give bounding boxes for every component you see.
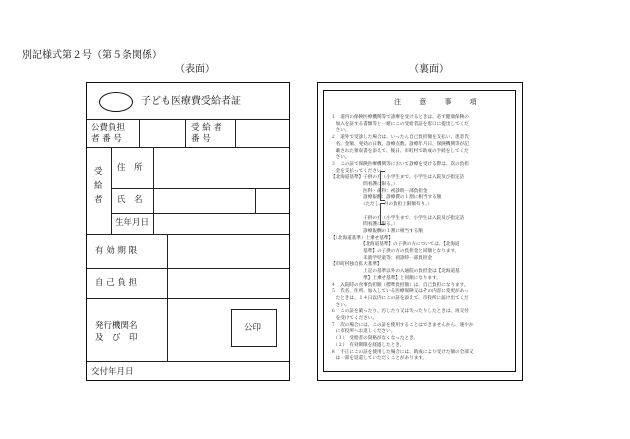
note-line: 問看護に限る。） — [331, 222, 398, 228]
note-line: を受けてください。 — [331, 316, 377, 321]
col-divider — [111, 147, 112, 234]
note-line: １ 道内の保険医療機関等で診療を受けるときは、必ず健康保険の — [331, 115, 469, 120]
note-line: 【市町村独自拡大基準】 — [331, 262, 382, 268]
issuer-label: 発行機関名 及 び 印 — [95, 321, 138, 343]
note-line: ７ 次の場合には、この証を使用することはできませんから、速やか — [331, 322, 474, 328]
note-line: ２ 道外で受診した場合は、いったん自己負担額を支払い、患者氏 — [331, 135, 469, 141]
note-line: （２） 有効期限を経過したとき。 — [331, 342, 405, 348]
note-line: 診療報酬：診療費の１割に相当する額 — [331, 195, 442, 201]
note-line: 【北海道基準】の子供の方については、【北海道 — [331, 242, 460, 248]
note-line: 金を支払ってください。 — [331, 168, 387, 174]
note-line: 載された領収書を添えて、後日、市町村で助成の手続をしてくだ — [331, 148, 469, 154]
copay-label: 自 己 負 担 — [95, 278, 138, 288]
row-divider — [111, 213, 289, 214]
note-line: 子供の方（小学生まで、小学生は入院及び指定訪 — [331, 215, 465, 221]
note-line: さい。 — [331, 155, 350, 161]
note-line: 問看護に限る。） — [331, 182, 398, 187]
note-line: 上記の基準以外の入通院の負担金は【北海道基 — [331, 269, 460, 275]
note-line: ４ 入院時の食事負担額（標準負担額）は、自己負担になります。 — [331, 282, 469, 288]
insurer-number-label: 公費負担 者 番 号 — [91, 123, 126, 144]
note-line: ８ 不正にこの証を使用した場合には、助成により受けた額の全部又 — [331, 349, 474, 355]
note-line: 診療報酬の１割に相当する額 — [331, 228, 423, 234]
note-line: 【（北海道基準）上乗せ基準】 — [331, 235, 394, 241]
front-side-label: （表面） — [175, 64, 215, 75]
birthdate-label: 生年月日 — [115, 218, 150, 228]
col-divider — [167, 234, 168, 361]
note-line: 名、金額、発効の日数、診療点数、診療年月日、保険機関等が記 — [331, 141, 469, 147]
note-line: たときは、１４日以内にこの証を添えて、市役所に届け出てくだ — [331, 295, 469, 301]
note-line: ５ 氏名、住所、加入している医療保険又はその内容に変更があっ — [331, 289, 469, 295]
form-number-label: 別記様式第２号（第５条関係） — [22, 50, 162, 61]
row-divider — [87, 119, 289, 120]
col-divider — [139, 119, 140, 147]
front-card — [86, 82, 290, 381]
note-line: 医科・歯科：初診時一部負担金 — [331, 188, 428, 194]
notes-title: 注 意 事 項 — [394, 98, 485, 106]
recipient-label: 受 給 者 — [94, 167, 103, 205]
official-seal-label: 公印 — [244, 323, 262, 333]
bracket-mark — [380, 171, 385, 201]
issue-date-label: 交付年月日 — [91, 367, 134, 377]
note-line: さい。 — [331, 302, 350, 308]
col-divider — [153, 147, 154, 234]
note-line: 加入を証する書類等と一緒にこの受給者証を窓口に提出してくだ — [331, 121, 469, 127]
back-card — [317, 82, 523, 381]
note-line: さい。 — [331, 128, 350, 134]
recipient-number-label: 受 給 者 番 号 — [191, 123, 222, 144]
photo-oval — [99, 92, 133, 112]
note-line: 基準】の子供の方の負担金と同額となります。 — [331, 249, 460, 254]
back-inner-frame — [323, 90, 516, 372]
col-divider — [185, 119, 186, 147]
note-line: 【北海道基準】子供の方（小学生まで、小学生は入院及び指定訪 — [331, 175, 465, 181]
official-seal-box — [231, 309, 277, 347]
col-divider — [255, 188, 256, 213]
note-line: （１） 受給者の資格がなくなったとき。 — [331, 336, 419, 342]
name-label: 氏 名 — [117, 195, 143, 205]
row-divider — [87, 361, 289, 362]
note-line: （ただし、月の負担上限額有り。） — [331, 202, 433, 208]
back-side-label: （裏面） — [409, 64, 449, 75]
note-line: は一部を返還していただくことがあります。 — [331, 356, 428, 362]
row-divider — [87, 268, 289, 269]
note-line: に市役所へお返しください。 — [331, 329, 396, 335]
note-line: 準】上乗せ基準】と同額になります。 — [331, 275, 441, 281]
row-divider — [87, 234, 289, 235]
bracket-mark — [380, 203, 385, 225]
note-line: 未就学児童等：初診時一部負担金 — [331, 255, 433, 261]
row-divider — [111, 188, 289, 189]
col-divider — [235, 119, 236, 147]
card-title: 子ども医療費受給者証 — [141, 96, 241, 107]
validity-label: 有 効 期 限 — [95, 246, 138, 256]
address-label: 住 所 — [117, 163, 143, 173]
note-line: ３ この証で保険医療機関等において診療を受ける際は、次の負担 — [331, 161, 469, 167]
row-divider — [87, 147, 289, 148]
row-divider — [87, 298, 289, 299]
note-line: ６ この証を破ったり、汚したり又は失ったりしたときは、再交付 — [331, 309, 469, 315]
